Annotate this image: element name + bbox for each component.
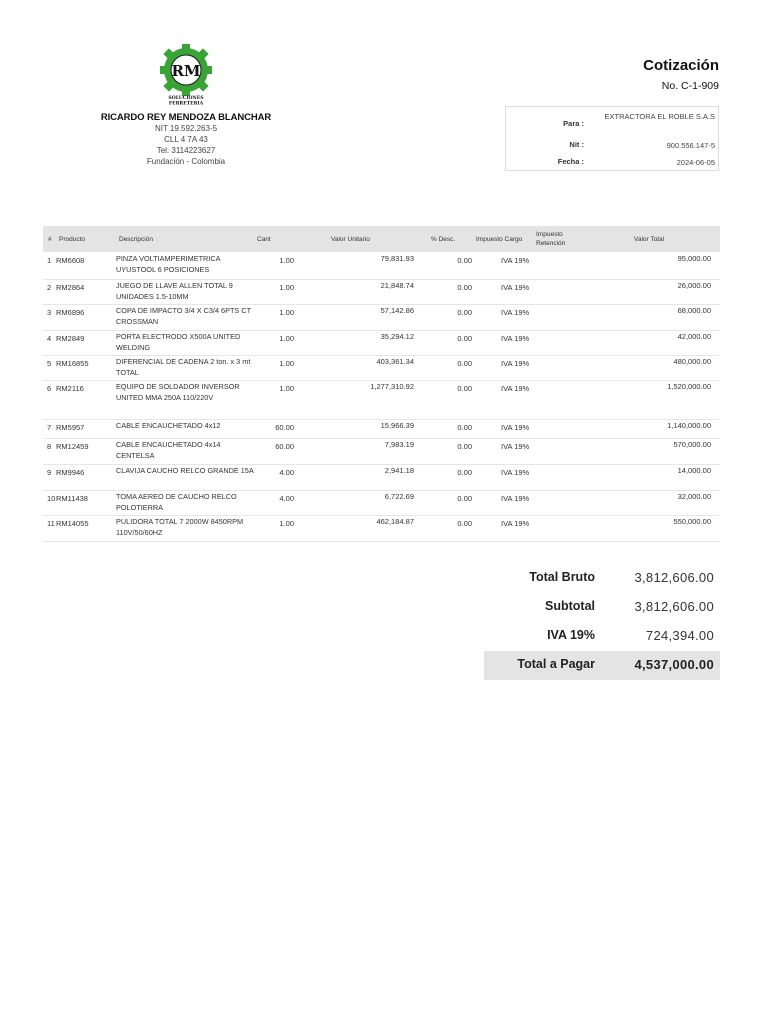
row-discount: 0.00 bbox=[457, 283, 472, 292]
subtotal-value: 3,812,606.00 bbox=[634, 599, 714, 614]
row-discount: 0.00 bbox=[457, 256, 472, 265]
row-tax-charge: IVA 19% bbox=[501, 494, 530, 503]
row-number: 11 bbox=[47, 519, 55, 528]
totals-block bbox=[484, 564, 720, 680]
row-quantity: 1.00 bbox=[279, 283, 294, 292]
total-pagar-row bbox=[484, 651, 720, 680]
row-unit-value: 6,722.69 bbox=[384, 492, 414, 501]
row-discount: 0.00 bbox=[457, 519, 472, 528]
table-row bbox=[43, 465, 720, 491]
row-quantity: 60.00 bbox=[275, 423, 294, 432]
row-description: DIFERENCIAL DE CADENA 2 ton. x 3 mt TOTAL bbox=[116, 357, 251, 377]
iva-row bbox=[484, 622, 720, 651]
row-number: 5 bbox=[47, 359, 52, 368]
row-product-code: RM12459 bbox=[56, 442, 89, 451]
table-row bbox=[43, 491, 720, 516]
col-discount-header: % Desc. bbox=[431, 235, 456, 243]
subtotal-row bbox=[484, 593, 720, 622]
row-number: 6 bbox=[47, 384, 52, 393]
row-description: COPA DE IMPACTO 3/4 X C3/4 6PTS CT CROSSMAN bbox=[116, 306, 251, 326]
row-unit-value: 403,361.34 bbox=[376, 357, 414, 366]
client-para-label: Para : bbox=[563, 119, 584, 128]
row-number: 4 bbox=[47, 334, 52, 343]
subtotal-label: Subtotal bbox=[545, 599, 595, 613]
company-info bbox=[96, 44, 276, 167]
total-bruto-value: 3,812,606.00 bbox=[634, 570, 714, 585]
row-quantity: 1.00 bbox=[279, 308, 294, 317]
company-city: Fundación - Colombia bbox=[146, 157, 226, 166]
row-tax-charge: IVA 19% bbox=[501, 519, 530, 528]
row-description: CABLE ENCAUCHETADO 4x14 CENTELSA bbox=[116, 440, 221, 460]
col-qty-header: Cant bbox=[257, 235, 271, 243]
client-info-box bbox=[505, 106, 719, 171]
row-discount: 0.00 bbox=[457, 423, 472, 432]
row-total-value: 480,000.00 bbox=[673, 357, 711, 366]
company-nit: NIT 19.592.263-5 bbox=[154, 124, 218, 133]
row-tax-charge: IVA 19% bbox=[501, 384, 530, 393]
row-unit-value: 462,184.87 bbox=[376, 517, 414, 526]
col-total-value-header: Valor Total bbox=[634, 235, 665, 243]
total-pagar-label: Total a Pagar bbox=[517, 657, 595, 671]
row-description: JUEGO DE LLAVE ALLEN TOTAL 9 UNIDADES 1.5-10MM bbox=[116, 281, 233, 301]
table-row bbox=[43, 516, 720, 542]
row-product-code: RM2116 bbox=[56, 384, 84, 393]
row-description: PINZA VOLTIAMPERIMETRICA UYUSTOOL 6 POSICIONES bbox=[116, 254, 221, 274]
row-total-value: 26,000.00 bbox=[677, 281, 711, 290]
row-unit-value: 35,294.12 bbox=[380, 332, 414, 341]
row-unit-value: 79,831.93 bbox=[380, 254, 414, 263]
table-row bbox=[43, 253, 720, 280]
row-product-code: RM2864 bbox=[56, 283, 85, 292]
row-total-value: 550,000.00 bbox=[673, 517, 711, 526]
row-unit-value: 21,848.74 bbox=[380, 281, 414, 290]
company-address: CLL 4 7A 43 bbox=[164, 135, 208, 144]
row-number: 8 bbox=[47, 442, 52, 451]
row-product-code: RM16855 bbox=[56, 359, 89, 368]
client-fecha-value: 2024-06-05 bbox=[676, 158, 715, 167]
col-tax-retention-header: Impuesto Retención bbox=[536, 231, 566, 247]
row-total-value: 14,000.00 bbox=[677, 466, 711, 475]
row-number: 10 bbox=[47, 494, 56, 503]
svg-text:FERRETERIA: FERRETERIA bbox=[168, 101, 204, 106]
row-total-value: 42,000.00 bbox=[677, 332, 711, 341]
row-number: 1 bbox=[47, 256, 52, 265]
row-tax-charge: IVA 19% bbox=[501, 359, 530, 368]
row-total-value: 95,000.00 bbox=[677, 254, 711, 263]
row-quantity: 1.00 bbox=[279, 359, 294, 368]
row-quantity: 4.00 bbox=[279, 468, 294, 477]
row-description: CABLE ENCAUCHETADO 4x12 bbox=[116, 421, 221, 430]
company-phone: Tel: 3114223627 bbox=[156, 146, 216, 155]
row-unit-value: 7,983.19 bbox=[384, 440, 414, 449]
company-logo bbox=[154, 44, 218, 106]
row-number: 3 bbox=[47, 308, 52, 317]
row-discount: 0.00 bbox=[457, 384, 472, 393]
iva-value: 724,394.00 bbox=[645, 628, 714, 643]
row-number: 9 bbox=[47, 468, 52, 477]
items-table-header bbox=[43, 226, 720, 252]
row-product-code: RM6896 bbox=[56, 308, 85, 317]
row-discount: 0.00 bbox=[457, 359, 472, 368]
row-discount: 0.00 bbox=[457, 468, 472, 477]
total-bruto-label: Total Bruto bbox=[529, 570, 595, 584]
iva-label: IVA 19% bbox=[547, 628, 595, 642]
row-tax-charge: IVA 19% bbox=[501, 442, 530, 451]
row-total-value: 32,000.00 bbox=[677, 492, 711, 501]
row-tax-charge: IVA 19% bbox=[501, 423, 530, 432]
row-total-value: 68,000.00 bbox=[677, 306, 711, 315]
col-tax-charge-header: Impuesto Cargo bbox=[476, 235, 523, 243]
table-row bbox=[43, 420, 720, 439]
client-nit-label: Nit : bbox=[569, 140, 584, 149]
client-fecha-label: Fecha : bbox=[557, 157, 584, 166]
row-discount: 0.00 bbox=[457, 442, 472, 451]
row-quantity: 1.00 bbox=[279, 256, 294, 265]
row-product-code: RM2849 bbox=[56, 334, 85, 343]
svg-text:SOLUCIONES: SOLUCIONES bbox=[168, 96, 204, 101]
client-nit-value: 900.556.147-5 bbox=[666, 141, 715, 150]
row-total-value: 1,140,000.00 bbox=[667, 421, 711, 430]
row-unit-value: 1,277,310.92 bbox=[370, 382, 414, 391]
row-description: CLAVIJA CAUCHO RELCO GRANDE 15A bbox=[116, 466, 254, 475]
row-tax-charge: IVA 19% bbox=[501, 283, 530, 292]
row-description: PULIDORA TOTAL 7 2000W 8450RPM 110V/50/60HZ bbox=[116, 517, 244, 537]
document-title: Cotización bbox=[643, 57, 719, 74]
row-unit-value: 57,142.86 bbox=[380, 306, 414, 315]
row-number: 7 bbox=[47, 423, 52, 432]
row-quantity: 60.00 bbox=[275, 442, 294, 451]
row-quantity: 1.00 bbox=[279, 334, 294, 343]
total-pagar-value: 4,537,000.00 bbox=[634, 657, 714, 672]
col-unit-value-header: Valor Unitario bbox=[331, 235, 370, 243]
company-name: RICARDO REY MENDOZA BLANCHAR bbox=[100, 112, 272, 123]
row-product-code: RM9946 bbox=[56, 468, 85, 477]
total-bruto-row bbox=[484, 564, 720, 593]
row-quantity: 1.00 bbox=[279, 519, 294, 528]
row-tax-charge: IVA 19% bbox=[501, 256, 530, 265]
table-row bbox=[43, 356, 720, 381]
table-row bbox=[43, 305, 720, 331]
col-num-header: # bbox=[48, 235, 52, 243]
row-description: EQUIPO DE SOLDADOR INVERSOR UNITED MMA 250A 110/220V bbox=[116, 382, 240, 402]
row-tax-charge: IVA 19% bbox=[501, 468, 530, 477]
row-tax-charge: IVA 19% bbox=[501, 308, 530, 317]
row-unit-value: 15,966.39 bbox=[380, 421, 414, 430]
row-total-value: 1,520,000.00 bbox=[667, 382, 711, 391]
row-product-code: RM5957 bbox=[56, 423, 85, 432]
table-row bbox=[43, 280, 720, 305]
col-description-header: Descripción bbox=[119, 235, 153, 243]
row-tax-charge: IVA 19% bbox=[501, 334, 530, 343]
col-product-header: Producto bbox=[59, 235, 86, 243]
row-quantity: 1.00 bbox=[279, 384, 294, 393]
row-total-value: 570,000.00 bbox=[673, 440, 711, 449]
row-discount: 0.00 bbox=[457, 308, 472, 317]
table-row bbox=[43, 331, 720, 356]
row-product-code: RM6608 bbox=[56, 256, 85, 265]
row-discount: 0.00 bbox=[457, 334, 472, 343]
row-description: PORTA ELECTRODO X500A UNITED WELDING bbox=[116, 332, 241, 352]
svg-text:RM: RM bbox=[171, 62, 201, 80]
row-quantity: 4.00 bbox=[279, 494, 294, 503]
row-unit-value: 2,941.18 bbox=[384, 466, 414, 475]
table-row bbox=[43, 439, 720, 465]
row-description: TOMA AEREO DE CAUCHO RELCO POLOTIERRA bbox=[116, 492, 237, 512]
document-number: No. C-1-909 bbox=[661, 80, 719, 92]
row-discount: 0.00 bbox=[457, 494, 472, 503]
table-row bbox=[43, 381, 720, 420]
row-number: 2 bbox=[47, 283, 52, 292]
row-product-code: RM14055 bbox=[56, 519, 89, 528]
row-product-code: RM11438 bbox=[56, 494, 88, 503]
client-para-value: EXTRACTORA EL ROBLE S.A.S bbox=[604, 112, 715, 121]
